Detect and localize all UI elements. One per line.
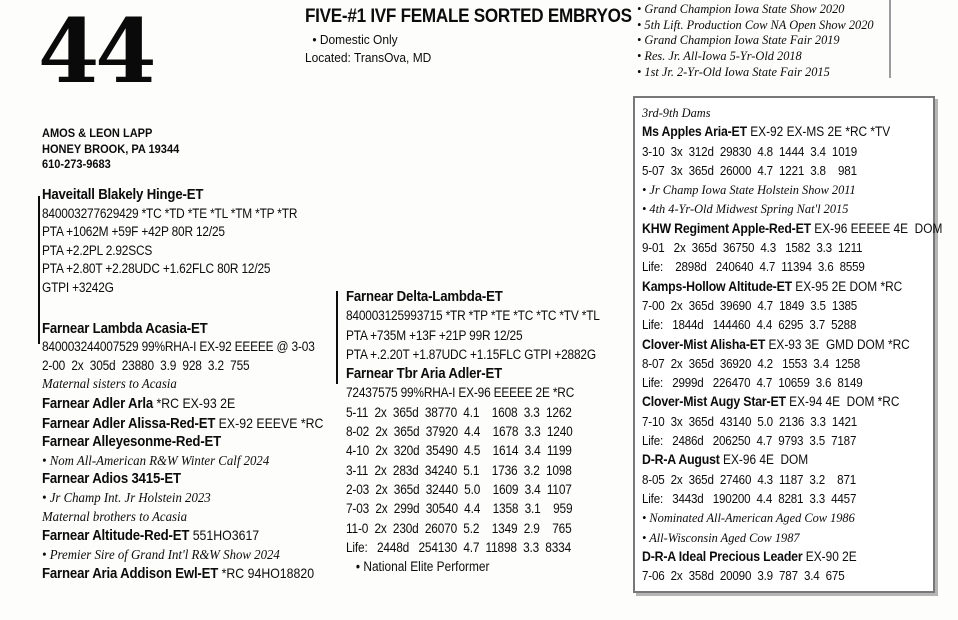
animal-score: EX-92 EX-MS 2E *RC *TV <box>746 124 891 140</box>
text-line: Life: 3443d 190200 4.4 8281 3.3 4457 <box>642 490 857 506</box>
text-line: 840003125993715 *TR *TP *TE *TC *TC *TV *TL <box>346 308 600 324</box>
lot-location: Located: TransOva, MD <box>305 50 432 65</box>
text-line <box>642 277 903 296</box>
text-line <box>642 219 943 238</box>
animal-name: KHW Regiment Apple-Red-ET <box>642 219 812 236</box>
text-line: • Grand Champion Iowa State Fair 2019 <box>637 32 840 48</box>
animal-name: Clover-Mist Augy Star-ET <box>642 393 786 410</box>
consignor-name: AMOS & LEON LAPP <box>42 126 153 140</box>
column-divider-rule <box>889 0 891 78</box>
text-line: Haveitall Blakely Hinge-ET <box>42 186 204 203</box>
text-line: 9-01 2x 365d 36750 4.3 1582 3.3 1211 <box>642 240 863 256</box>
text-line: PTA +735M +13F +21P 99R 12/25 <box>346 327 523 343</box>
text-line: 5-07 3x 365d 26000 4.7 1221 3.8 981 <box>642 162 857 178</box>
text-line: PTA +.2.20T +1.87UDC +1.15FLC GTPI +2882G <box>346 346 596 362</box>
text-line: 11-0 2x 230d 26070 5.2 1349 2.9 765 <box>346 520 572 536</box>
text-line: 72437575 99%RHA-I EX-96 EEEEE 2E *RC <box>346 385 575 401</box>
animal-score: EX-96 4E DOM <box>719 452 809 468</box>
pedigree-left-column <box>42 186 342 584</box>
lot-terms: • Domestic Only <box>312 32 398 47</box>
animal-name: Farnear Adler Arla <box>42 394 154 412</box>
text-line <box>42 526 306 546</box>
animal-name: Ms Apples Aria-ET <box>642 123 747 140</box>
text-line <box>642 335 910 354</box>
text-line <box>642 450 898 469</box>
animal-score: EX-95 2E DOM *RC <box>791 278 903 294</box>
text-line: 8-07 2x 365d 36920 4.2 1553 3.4 1258 <box>642 355 861 371</box>
animal-score: *RC 94HO18820 <box>218 565 315 582</box>
text-line: Life: 2486d 206250 4.7 9793 3.5 7187 <box>642 433 857 449</box>
animal-name: Clover-Mist Alisha-ET <box>642 335 766 352</box>
text-line: PTA +1062M +59F +42P 80R 12/25 <box>42 224 225 240</box>
pedigree-middle-column <box>346 287 641 576</box>
text-line <box>642 122 898 141</box>
text-line: Life: 2999d 226470 4.7 10659 3.6 8149 <box>642 375 863 391</box>
dams-box <box>633 96 943 593</box>
text-line: • 1st Jr. 2-Yr-Old Iowa State Fair 2015 <box>637 63 830 79</box>
text-line: PTA +2.80T +2.28UDC +1.62FLC 80R 12/25 <box>42 261 271 277</box>
awards-list <box>637 1 897 80</box>
animal-score: EX-92 EEEVE *RC <box>215 414 324 431</box>
text-line: • Nominated All-American Aged Cow 1986 <box>642 510 855 526</box>
text-line: Farnear Tbr Aria Adler-ET <box>346 365 502 383</box>
text-line: • Jr Champ Iowa State Holstein Show 2011 <box>642 182 856 198</box>
text-line: • 4th 4-Yr-Old Midwest Spring Nat'l 2015 <box>642 201 849 217</box>
text-line: GTPI +3242G <box>42 279 114 295</box>
dams-box-content <box>635 98 943 585</box>
text-line: Farnear Delta-Lambda-ET <box>346 288 503 305</box>
animal-score: EX-96 EEEEE 4E DOM <box>811 220 943 236</box>
animal-score: EX-90 2E <box>802 548 857 564</box>
animal-name: Farnear Aria Addison Ewl-ET <box>42 565 219 583</box>
pedigree-rule-middle <box>336 291 338 384</box>
text-line: Life: 1844d 144460 4.4 6295 3.7 5288 <box>642 317 857 333</box>
text-line: Life: 2898d 240640 4.7 11394 3.6 8559 <box>642 259 865 275</box>
text-line: 3-11 2x 283d 34240 5.1 1736 3.2 1098 <box>346 462 572 478</box>
text-line: • 5th Lift. Production Cow NA Open Show 2020 <box>637 16 874 32</box>
text-line <box>642 547 898 566</box>
consignor-info <box>42 126 191 173</box>
text-line: • Jr Champ Int. Jr Holstein 2023 <box>42 489 211 505</box>
animal-name: D-R-A Ideal Precious Leader <box>642 547 803 564</box>
text-line: • National Elite Performer <box>346 559 490 575</box>
text-line: • Grand Champion Iowa State Show 2020 <box>637 1 845 16</box>
animal-score: *RC EX-93 2E <box>153 394 236 411</box>
text-line <box>642 392 898 411</box>
animal-score: EX-93 3E GMD DOM *RC <box>765 336 910 352</box>
text-line <box>42 564 315 584</box>
text-line: • Nom All-American R&W Winter Calf 2024 <box>42 452 270 468</box>
lot-title: FIVE-#1 IVF FEMALE SORTED EMBRYOS <box>305 6 632 27</box>
text-line: Life: 2448d 254130 4.7 11898 3.3 8334 <box>346 539 572 555</box>
consignor-address: HONEY BROOK, PA 19344 <box>42 141 180 156</box>
text-line: • All-Wisconsin Aged Cow 1987 <box>642 529 800 545</box>
text-line: Maternal sisters to Acasia <box>42 376 177 392</box>
text-line <box>42 414 324 434</box>
text-line: 3-10 3x 312d 29830 4.8 1444 3.4 1019 <box>642 143 858 159</box>
consignor-phone: 610-273-9683 <box>42 157 111 171</box>
text-line: 5-11 2x 365d 38770 4.1 1608 3.3 1262 <box>346 404 572 420</box>
animal-name: Kamps-Hollow Altitude-ET <box>642 277 792 294</box>
text-line: 7-00 2x 365d 39690 4.7 1849 3.5 1385 <box>642 297 858 313</box>
animal-name: D-R-A August <box>642 451 720 468</box>
text-line: 7-03 2x 299d 30540 4.4 1358 3.1 959 <box>346 501 573 517</box>
animal-name: Farnear Adler Alissa-Red-ET <box>42 414 216 432</box>
text-line: 7-06 2x 358d 20090 3.9 787 3.4 675 <box>642 568 845 584</box>
spacer <box>42 298 306 320</box>
text-line: Farnear Adios 3415-ET <box>42 470 181 488</box>
text-line: 2-03 2x 365d 32440 5.0 1609 3.4 1107 <box>346 481 572 497</box>
lot-header <box>305 6 668 65</box>
animal-score: EX-94 4E DOM *RC <box>785 394 900 410</box>
text-line: Farnear Lambda Acasia-ET <box>42 319 208 337</box>
text-line: 8-05 2x 365d 27460 4.3 1187 3.2 871 <box>642 471 857 487</box>
lot-number: 44 <box>38 0 153 103</box>
text-line: 840003277629429 *TC *TD *TE *TL *TM *TP *TR <box>42 205 298 221</box>
text-line: Maternal brothers to Acasia <box>42 508 187 524</box>
text-line <box>42 394 306 414</box>
pedigree-rule-left <box>38 196 40 344</box>
animal-name: Farnear Altitude-Red-ET <box>42 527 190 545</box>
text-line: Farnear Alleyesonme-Red-ET <box>42 433 222 451</box>
text-line: • Res. Jr. All-Iowa 5-Yr-Old 2018 <box>637 48 802 64</box>
text-line: 8-02 2x 365d 37920 4.4 1678 3.3 1240 <box>346 424 573 440</box>
text-line: PTA +2.2PL 2.92SCS <box>42 242 153 258</box>
animal-score: 551HO3617 <box>189 527 260 544</box>
text-line: 840003244007529 99%RHA-I EX-92 EEEEE @ 3-03 <box>42 339 315 355</box>
text-line: 7-10 3x 365d 43140 5.0 2136 3.3 1421 <box>642 413 858 429</box>
text-line: • Premier Sire of Grand Int'l R&W Show 2024 <box>42 546 280 562</box>
text-line: 4-10 2x 320d 35490 4.5 1614 3.4 1199 <box>346 443 572 459</box>
text-line: 2-00 2x 305d 23880 3.9 928 3.2 755 <box>42 357 250 373</box>
text-line: 3rd-9th Dams <box>642 105 711 120</box>
